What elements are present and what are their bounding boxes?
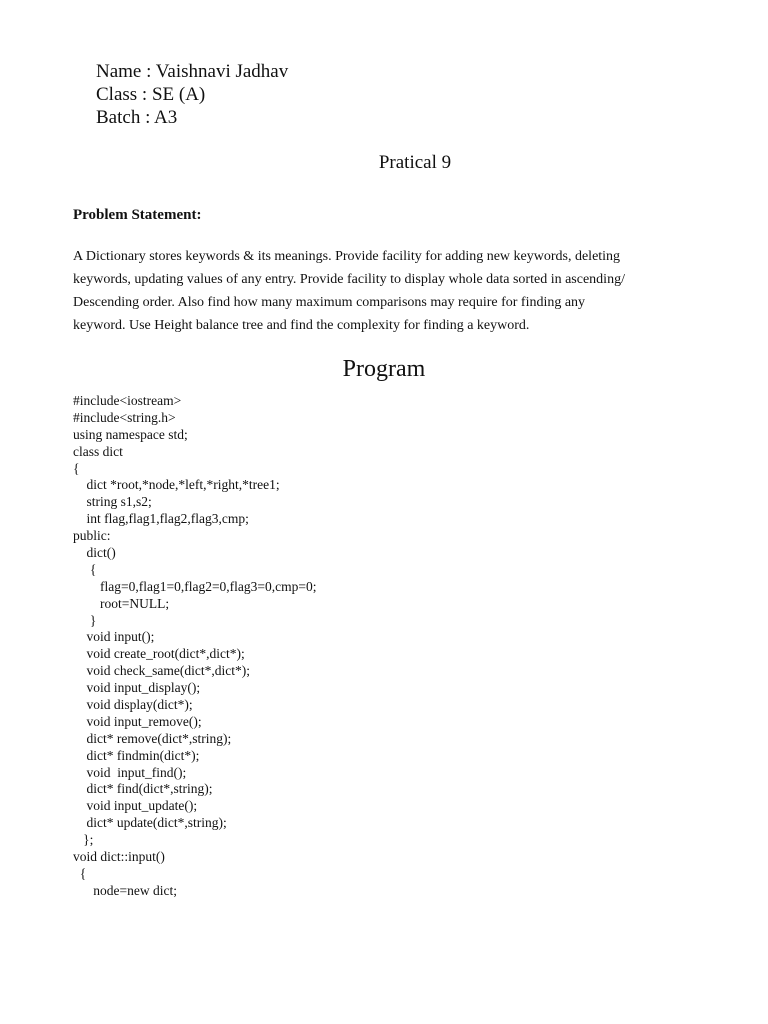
code-line: } <box>73 612 97 628</box>
code-line: void input_update(); <box>73 798 198 814</box>
code-listing <box>73 393 317 900</box>
problem-statement-heading: Problem Statement: <box>73 207 202 223</box>
student-batch: Batch : A3 <box>96 107 178 128</box>
code-line: dict* update(dict*,string); <box>73 815 227 831</box>
code-line: flag=0,flag1=0,flag2=0,flag3=0,cmp=0; <box>73 578 317 594</box>
code-line: dict* find(dict*,string); <box>73 781 213 797</box>
code-line: { <box>73 460 80 476</box>
code-line: int flag,flag1,flag2,flag3,cmp; <box>73 511 249 527</box>
code-line: public: <box>73 528 111 544</box>
code-line: #include<string.h> <box>73 409 176 425</box>
practical-title: Pratical 9 <box>378 152 452 173</box>
code-line: void display(dict*); <box>73 697 193 713</box>
problem-line: Descending order. Also find how many maximum comparisons may require for finding any <box>73 295 586 310</box>
problem-line: A Dictionary stores keywords & its meanings. Provide facility for adding new keywords, deleting <box>73 249 621 264</box>
student-class: Class : SE (A) <box>96 84 206 105</box>
code-line: node=new dict; <box>73 882 177 898</box>
code-line: { <box>73 865 87 881</box>
code-line: void input_remove(); <box>73 713 202 729</box>
code-line: void input(); <box>73 629 155 645</box>
code-line: #include<iostream> <box>73 393 182 408</box>
code-line: { <box>73 561 97 577</box>
problem-line: keyword. Use Height balance tree and find the complexity for finding a keyword. <box>73 318 530 333</box>
code-line: dict* findmin(dict*); <box>73 747 200 763</box>
problem-statement-text <box>73 245 703 337</box>
code-line: void input_find(); <box>73 764 187 780</box>
code-line: class dict <box>73 443 123 459</box>
student-info <box>96 60 288 129</box>
program-heading: Program <box>342 356 426 382</box>
student-name: Name : Vaishnavi Jadhav <box>96 61 289 82</box>
code-line: dict* remove(dict*,string); <box>73 730 232 746</box>
code-line: dict() <box>73 545 116 561</box>
code-line: string s1,s2; <box>73 494 152 510</box>
code-line: }; <box>73 832 94 848</box>
code-line: dict *root,*node,*left,*right,*tree1; <box>73 477 280 493</box>
problem-line: keywords, updating values of any entry. Provide facility to display whole data sorted in ascending/ <box>73 272 625 287</box>
code-line: using namespace std; <box>73 426 188 442</box>
code-line: void input_display(); <box>73 680 201 696</box>
code-line: root=NULL; <box>73 595 170 611</box>
code-line: void create_root(dict*,dict*); <box>73 646 245 662</box>
code-line: void dict::input() <box>73 849 165 865</box>
code-line: void check_same(dict*,dict*); <box>73 663 250 679</box>
